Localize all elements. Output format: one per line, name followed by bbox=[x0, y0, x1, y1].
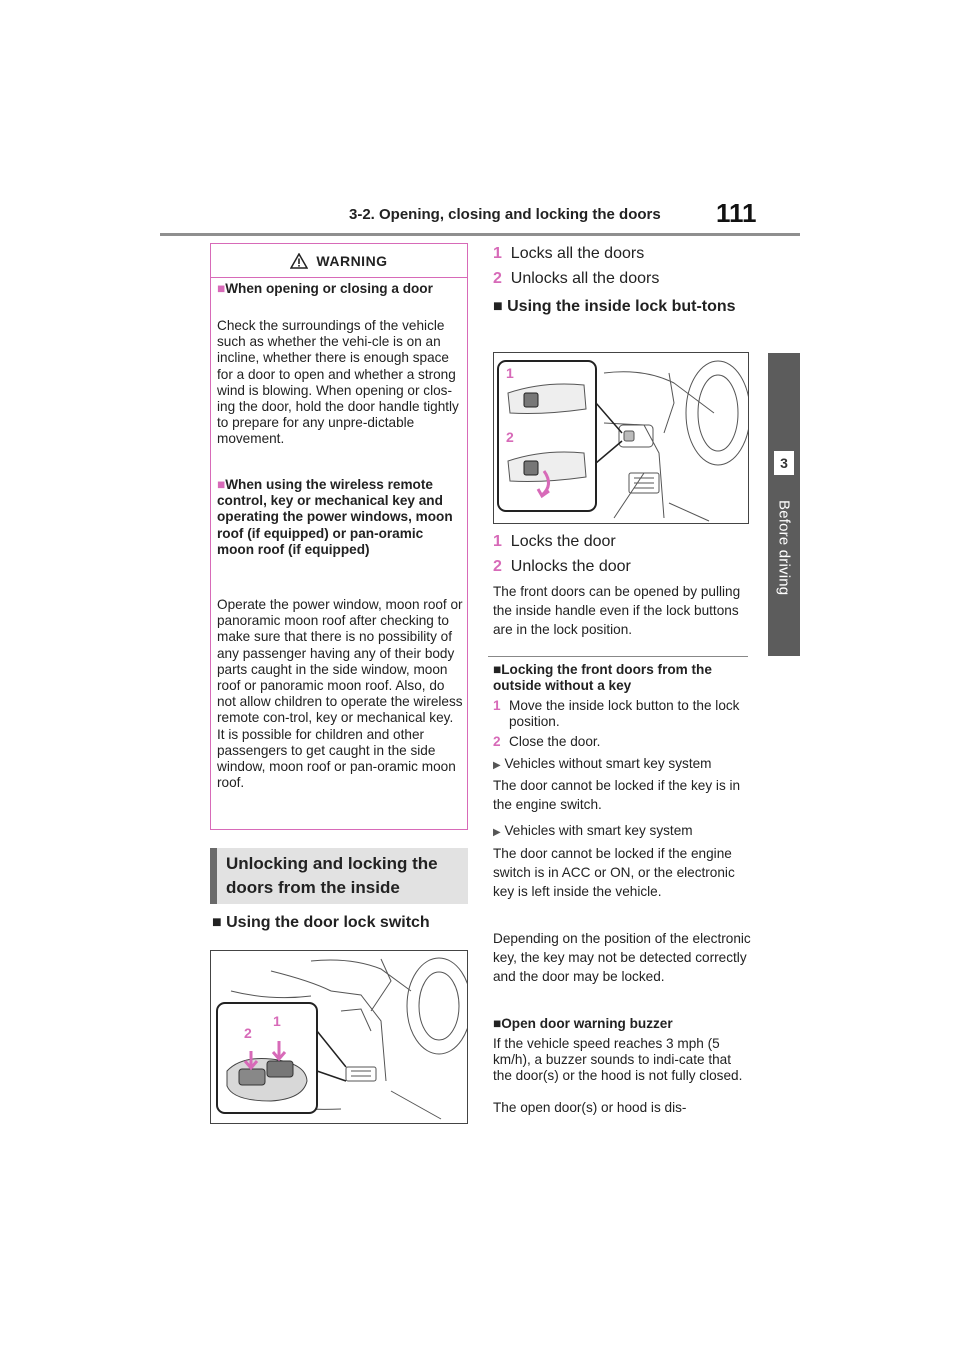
step-item: 2 Close the door. bbox=[493, 734, 601, 749]
page-number: 111 bbox=[716, 198, 757, 228]
heading-buzzer: ■Open door warning buzzer bbox=[493, 1016, 673, 1031]
warning-box bbox=[210, 243, 468, 830]
condition-text: Depending on the position of the electronic key, the key may not be detected correctly and the door may be locked. bbox=[493, 931, 751, 984]
figure-label-1: 1 bbox=[506, 365, 514, 381]
figure-door-lock-switch bbox=[210, 950, 468, 1124]
list-item: 1 Locks the door bbox=[493, 533, 616, 550]
figure-inside-lock-buttons bbox=[493, 352, 749, 524]
square-bullet-icon: ■ bbox=[493, 298, 503, 315]
header-rule bbox=[160, 233, 800, 236]
heading-outside-lock: ■Locking the front doors from the outside without a key bbox=[493, 662, 712, 693]
square-bullet-icon: ■ bbox=[493, 1016, 502, 1031]
buzzer-text: If the vehicle speed reaches 3 mph (5 km/h), a buzzer sounds to indi-cate that the door(s) or the hood is not fully closed. bbox=[493, 1036, 743, 1083]
square-bullet-icon: ■ bbox=[212, 914, 222, 931]
list-item: 2 Unlocks all the doors bbox=[493, 270, 660, 287]
condition-text: The door cannot be locked if the engine switch is in ACC or ON, or the electronic key is left inside the vehicle. bbox=[493, 846, 735, 899]
warning-header bbox=[211, 244, 467, 277]
figure-label-2: 2 bbox=[244, 1025, 252, 1041]
note-front-doors: The front doors can be opened by pulling the inside handle even if the lock buttons are in the lock position. bbox=[493, 584, 741, 637]
list-item: 1 Locks all the doors bbox=[493, 245, 645, 262]
warning-subheading-1: ■When opening or closing a door bbox=[217, 281, 433, 296]
heading-inside-lock-buttons: ■ Using the inside lock but-tons bbox=[493, 298, 736, 315]
warning-body-1: Check the surroundings of the vehicle such as whether the vehi-cle is on an incline, whether there is enough space for a door to open and whether a strong wind is blowing. When opening or clos-ing the door, hold the door handle tightly to prepare for any unpre-dictable movement. bbox=[217, 318, 459, 447]
warning-rule bbox=[211, 277, 467, 278]
condition-heading: ▶ Vehicles without smart key system bbox=[493, 756, 712, 771]
section-heading-box bbox=[210, 848, 468, 904]
square-bullet-icon: ■ bbox=[493, 662, 502, 677]
figure-label-1: 1 bbox=[273, 1013, 281, 1029]
square-bullet-icon: ■ bbox=[217, 477, 226, 492]
triangle-bullet-icon: ▶ bbox=[493, 760, 501, 771]
section-title: 3-2. Opening, closing and locking the doors bbox=[349, 206, 661, 223]
warning-body-2: Operate the power window, moon roof or panoramic moon roof after checking to make sure that there is no possibility of any passenger having any of their body parts caught in the side window, moon roof or panoramic moon roof. Also, do not allow children to operate the wireless remote con-trol, key or mechanical key. It is possible for children and other passengers to get caught in the side window, moon roof or pan-oramic moon roof. bbox=[217, 597, 463, 791]
step-item: 1 Move the inside lock button to the lock position. bbox=[493, 698, 740, 729]
section-heading: Unlocking and locking the doors from the inside bbox=[226, 854, 438, 897]
chapter-label: Before driving bbox=[775, 500, 793, 596]
inside-lock-buttons-illustration bbox=[494, 353, 748, 523]
square-bullet-icon: ■ bbox=[217, 281, 226, 296]
warning-title: WARNING bbox=[316, 252, 388, 269]
condition-heading: ▶ Vehicles with smart key system bbox=[493, 823, 693, 838]
warning-triangle-icon bbox=[290, 253, 308, 269]
buzzer-text: The open door(s) or hood is dis- bbox=[493, 1100, 687, 1115]
divider bbox=[488, 656, 748, 657]
chapter-number: 3 bbox=[774, 451, 794, 475]
condition-text: The door cannot be locked if the key is in the engine switch. bbox=[493, 778, 741, 812]
section-heading-bar bbox=[210, 848, 217, 904]
heading-door-lock-switch: ■ Using the door lock switch bbox=[212, 914, 430, 931]
warning-subheading-2: ■When using the wireless remote control, key or mechanical key and operating the power windows, moon roof (if equipped) or pan-oramic moon roof (if equipped) bbox=[217, 477, 453, 557]
figure-label-2: 2 bbox=[506, 429, 514, 445]
triangle-bullet-icon: ▶ bbox=[493, 827, 501, 838]
list-item: 2 Unlocks the door bbox=[493, 558, 631, 575]
